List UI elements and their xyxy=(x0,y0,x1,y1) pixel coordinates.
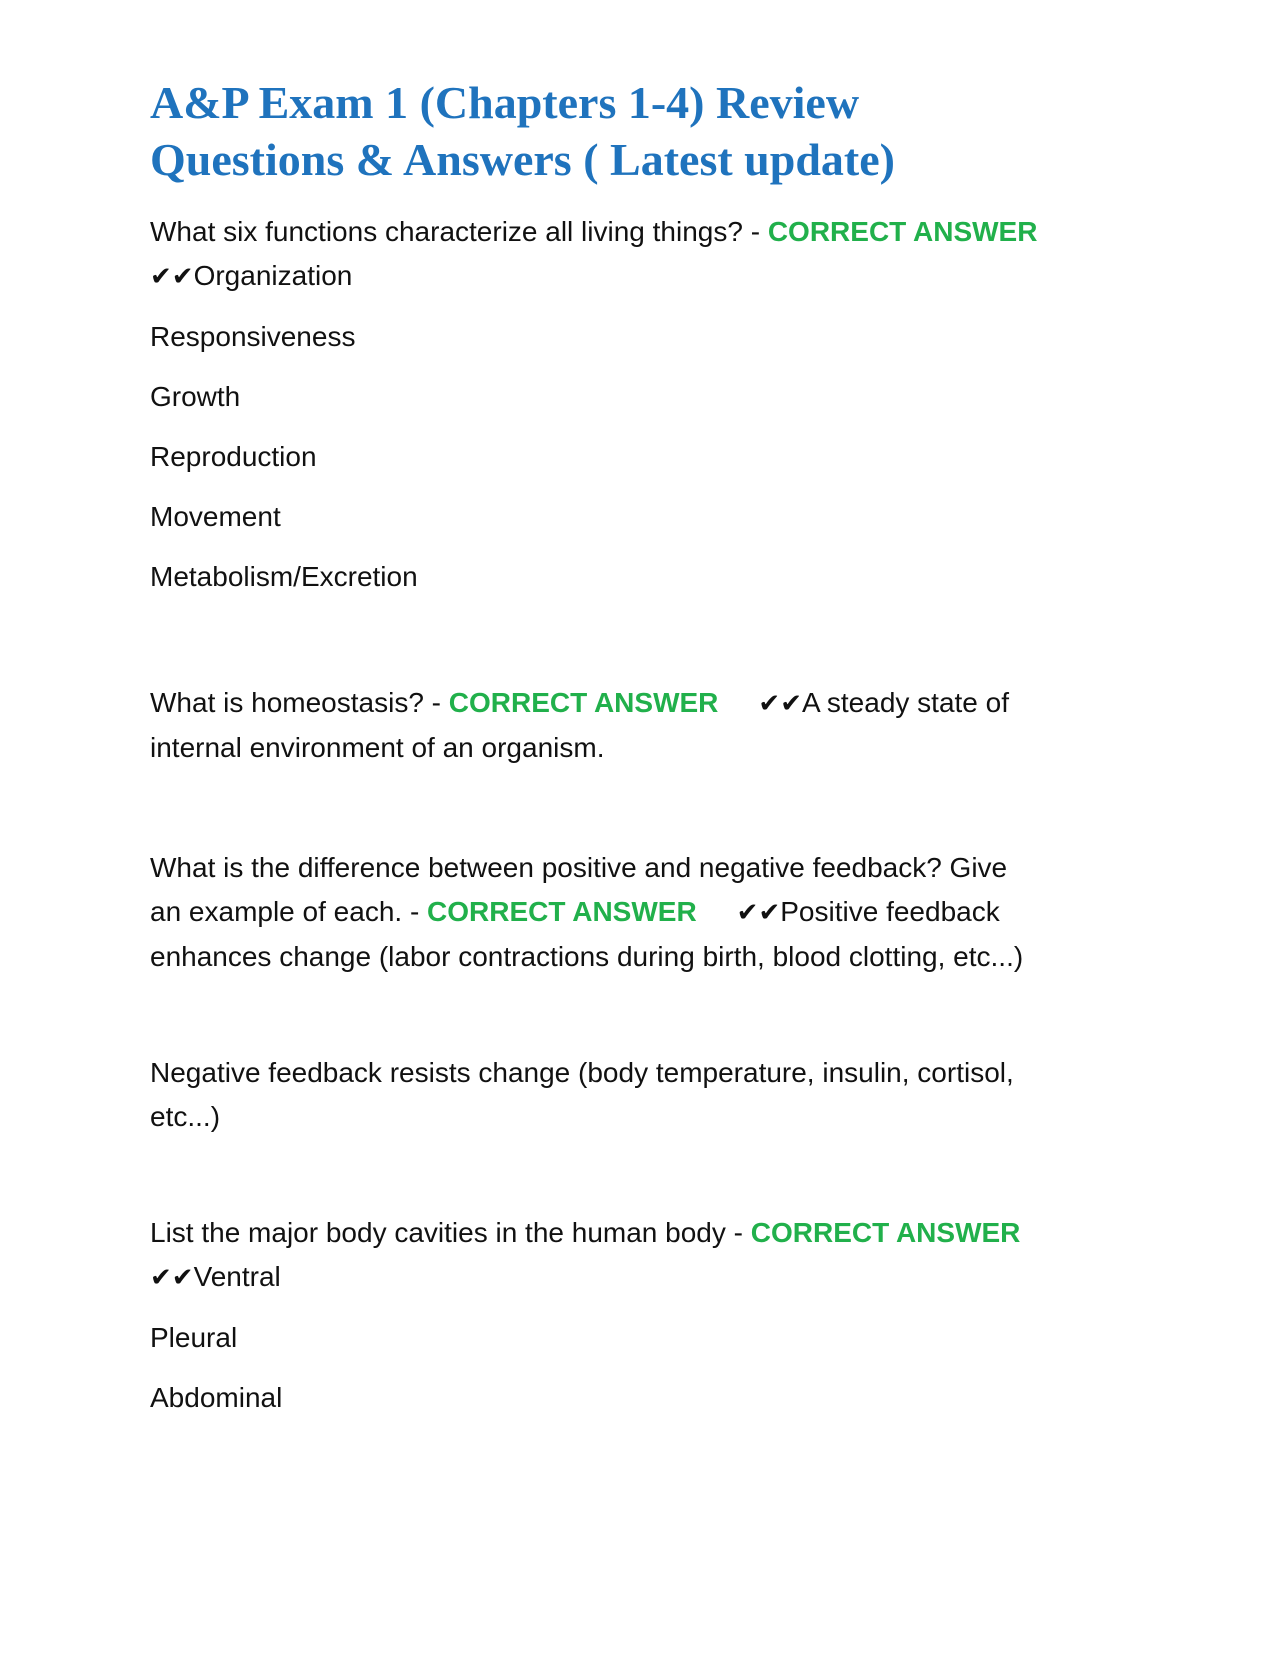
answer-item: Responsiveness xyxy=(150,321,356,352)
question-4 xyxy=(150,1211,1130,1255)
qa-block-3 xyxy=(150,846,1130,1139)
answer-1-text: Organization xyxy=(193,260,353,291)
check-mark-icon: ✔✔ xyxy=(736,898,781,928)
question-1 xyxy=(150,210,1130,254)
answer-4-first xyxy=(150,1255,1130,1300)
qa-block-2 xyxy=(150,681,1130,770)
answer-3-extra-line-1: Negative feedback resists change (body temperature, insulin, cortisol, xyxy=(150,1057,1014,1088)
document-page xyxy=(150,74,1130,1436)
answer-3-extra-line-2: etc...) xyxy=(150,1101,221,1132)
answer-2-start: A steady state of xyxy=(801,687,1010,718)
correct-answer-label: CORRECT ANSWER xyxy=(750,1217,1021,1248)
check-mark-icon: ✔✔ xyxy=(150,262,194,292)
answer-3-line-2: enhances change (labor contractions during birth, blood clotting, etc...) xyxy=(150,941,1024,972)
question-2-text: What is homeostasis? - xyxy=(150,687,449,718)
document-title xyxy=(150,74,1130,188)
title-line-1: A&P Exam 1 (Chapters 1-4) Review xyxy=(150,77,860,128)
qa-block-1 xyxy=(150,210,1130,599)
question-4-text: List the major body cavities in the human body - xyxy=(150,1217,751,1248)
answer-item: Pleural xyxy=(150,1322,238,1353)
answer-4-text: Ventral xyxy=(193,1261,281,1292)
question-3-line-2 xyxy=(150,890,1130,935)
answer-item: Reproduction xyxy=(150,441,317,472)
title-line-2: Questions & Answers ( Latest update) xyxy=(150,134,895,185)
answer-2-end: internal environment of an organism. xyxy=(150,732,605,763)
correct-answer-label: CORRECT ANSWER xyxy=(767,216,1038,247)
question-1-text: What six functions characterize all living things? - xyxy=(150,216,768,247)
qa-block-4 xyxy=(150,1211,1130,1420)
question-3-line-1: What is the difference between positive and negative feedback? Give xyxy=(150,852,1008,883)
question-3-text: an example of each. - xyxy=(150,896,428,927)
answer-1-first xyxy=(150,254,1130,299)
answer-item: Abdominal xyxy=(150,1382,283,1413)
answer-item: Movement xyxy=(150,501,281,532)
answer-3-start: Positive feedback xyxy=(780,896,1000,927)
answer-item: Metabolism/Excretion xyxy=(150,561,418,592)
check-mark-icon: ✔✔ xyxy=(758,689,802,719)
correct-answer-label: CORRECT ANSWER xyxy=(448,687,719,718)
question-2 xyxy=(150,681,1130,726)
check-mark-icon: ✔✔ xyxy=(150,1263,194,1293)
answer-item: Growth xyxy=(150,381,241,412)
correct-answer-label: CORRECT ANSWER xyxy=(427,896,697,927)
